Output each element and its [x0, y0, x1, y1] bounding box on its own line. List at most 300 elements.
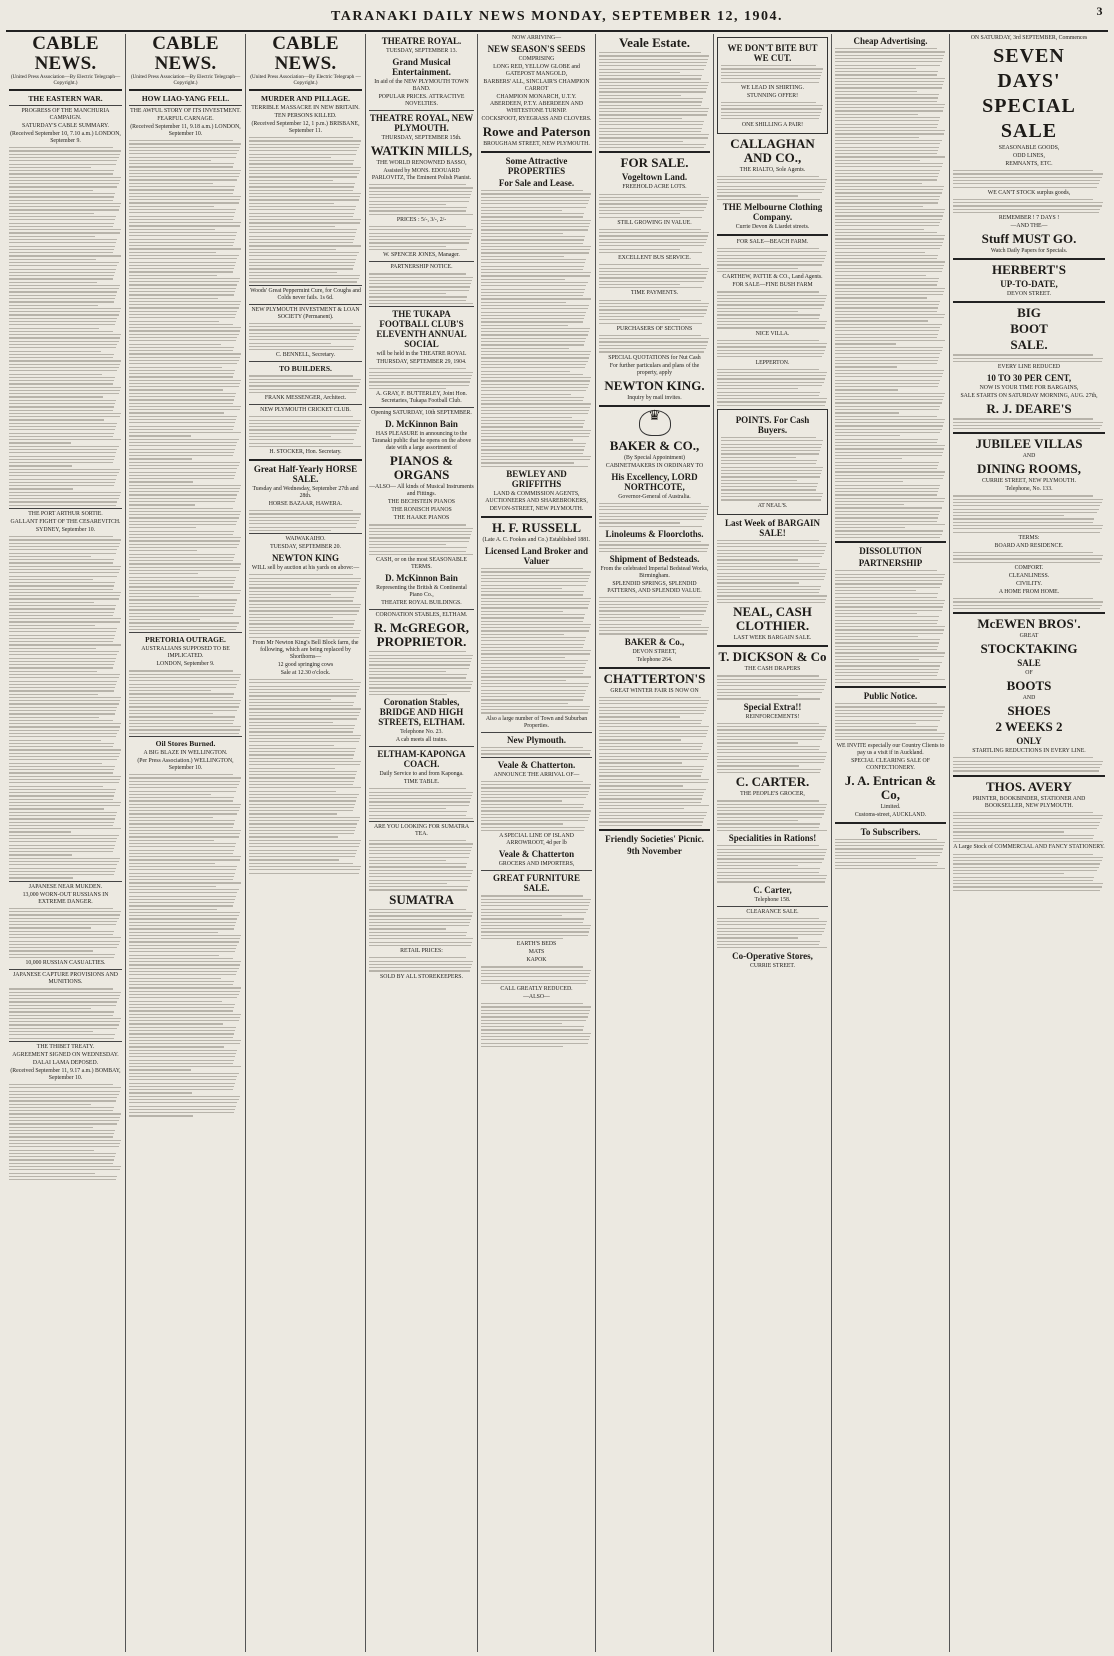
text-line [953, 877, 1094, 878]
timetable [369, 788, 474, 819]
text-line [9, 763, 102, 764]
text-line [481, 604, 589, 605]
text-line [953, 187, 1097, 188]
text-line [129, 337, 237, 338]
text-line [9, 851, 113, 852]
text-line [129, 807, 240, 808]
text-line [129, 1086, 234, 1087]
text-line [129, 1043, 240, 1044]
text-line [599, 772, 702, 773]
text-line [9, 186, 117, 187]
ad-line: DEVON STREET, [632, 648, 677, 655]
text-line [835, 419, 945, 420]
text-line [481, 703, 568, 704]
text-line [481, 1036, 590, 1037]
text-line [369, 651, 466, 652]
text-line [129, 909, 217, 910]
text-line [481, 1003, 583, 1004]
text-line [717, 553, 824, 554]
article-body [249, 137, 362, 283]
text-line [481, 591, 584, 592]
text-line [129, 918, 237, 919]
performer-name: WATKIN MILLS, [370, 143, 473, 158]
text-line [369, 942, 472, 943]
text-line [717, 398, 827, 399]
text-line [599, 128, 702, 129]
text-line [249, 705, 353, 706]
text-line [9, 792, 115, 793]
ad-heading: UP-TO-DATE, [1000, 279, 1058, 290]
text-line [717, 855, 825, 856]
text-line [953, 354, 1093, 355]
text-line [717, 546, 826, 547]
text-line [9, 167, 91, 168]
ad-heading: THEATRE ROYAL, NEW PLYMOUTH. [369, 113, 474, 133]
text-line [481, 781, 583, 782]
text-line [481, 292, 584, 293]
subheading: JAPANESE NEAR MUKDEN. [28, 883, 103, 890]
text-line [721, 72, 822, 73]
text-line [717, 189, 824, 190]
text-line [9, 479, 116, 480]
text-line [249, 692, 357, 693]
text-line [9, 740, 101, 741]
text-line [9, 924, 116, 925]
text-line [249, 232, 356, 233]
text-line [9, 992, 121, 993]
text-line [9, 436, 113, 437]
text-line [129, 383, 240, 384]
ad-line: WE CAN'T STOCK surplus goods, [987, 189, 1071, 196]
text-line [129, 573, 198, 574]
text-line [721, 437, 816, 438]
ad-line: LEPPERTON. [755, 359, 790, 366]
text-line [717, 261, 824, 262]
text-line [9, 1008, 91, 1009]
text-line [249, 682, 361, 683]
text-line [835, 656, 944, 657]
ad-line: THURSDAY, SEPTEMBER 29, 1904. [376, 359, 467, 366]
text-line [835, 383, 939, 384]
text-line [369, 239, 470, 240]
text-line [9, 272, 115, 273]
text-line [129, 147, 240, 148]
text-line [835, 458, 902, 459]
text-line [835, 448, 944, 449]
text-line [129, 700, 241, 701]
cable-news-banner: CABLE NEWS. [272, 34, 339, 74]
text-line [9, 1107, 114, 1108]
text-line [249, 157, 331, 158]
text-line [9, 556, 91, 557]
text-line [835, 147, 939, 148]
text-line [249, 637, 359, 638]
text-line [129, 948, 236, 949]
ad-line: DEVON-STREET, NEW PLYMOUTH. [489, 506, 584, 512]
text-line [481, 699, 583, 700]
text-line [717, 192, 822, 193]
text-line [369, 668, 469, 669]
text-line [9, 720, 113, 721]
text-line [953, 883, 1103, 884]
text-line [717, 868, 820, 869]
subheading: THE THIBET TREATY. [36, 1043, 95, 1050]
text-line [9, 1001, 117, 1002]
text-line [9, 456, 115, 457]
text-line [953, 512, 1097, 513]
text-line [249, 761, 361, 762]
text-line [481, 223, 590, 224]
text-line [249, 245, 361, 246]
ad-line: SEASONABLE GOODS, [998, 145, 1060, 151]
text-line [481, 624, 591, 625]
text-line [481, 575, 590, 576]
ad-body [369, 184, 474, 215]
text-line [835, 235, 945, 236]
text-line [249, 853, 356, 854]
text-line [249, 173, 359, 174]
ad-line: REMEMBER ! 7 DAYS ! [998, 215, 1060, 222]
text-line [717, 268, 798, 269]
text-line [481, 226, 589, 227]
text-line [481, 298, 591, 299]
text-line [481, 374, 583, 375]
text-line [9, 569, 120, 570]
text-line [129, 726, 241, 727]
text-line [9, 1084, 113, 1085]
text-line [9, 1146, 119, 1147]
text-line [249, 520, 359, 521]
text-line [369, 805, 469, 806]
text-line [369, 932, 467, 933]
ad-body [369, 368, 474, 389]
text-line [599, 114, 707, 115]
text-line [717, 378, 825, 379]
text-line [717, 852, 826, 853]
text-line [249, 196, 360, 197]
text-line [369, 204, 446, 205]
text-line [129, 781, 240, 782]
text-line [835, 580, 943, 581]
text-line [9, 756, 119, 757]
text-line [835, 380, 940, 381]
ad-heading: J. A. Entrican & Co, [844, 772, 937, 802]
text-line [9, 305, 98, 306]
ad-heading: C. Carter, [753, 884, 792, 895]
text-line [717, 830, 827, 831]
text-line [599, 697, 701, 698]
text-line [129, 603, 236, 604]
text-line [953, 173, 1103, 174]
ad-line: TIME TABLE. [403, 779, 440, 786]
text-line [481, 706, 590, 707]
text-line [129, 304, 240, 305]
ad-line: CURRIE STREET, NEW PLYMOUTH. [981, 478, 1077, 485]
ad-line: THE RONISCH PIANOS [391, 507, 452, 514]
text-line [9, 147, 113, 148]
text-line [9, 308, 121, 309]
text-line [835, 613, 917, 614]
text-line [129, 800, 233, 801]
ad-body [481, 966, 592, 984]
ad-line: MATS [528, 949, 545, 956]
ad-heading: T. DICKSON & Co [718, 649, 827, 665]
text-line [835, 597, 937, 598]
text-line [249, 830, 355, 831]
text-line [9, 553, 116, 554]
text-line [481, 800, 562, 801]
text-line [481, 976, 589, 977]
text-line [835, 736, 944, 737]
text-line [717, 729, 826, 730]
text-line [249, 392, 356, 393]
text-line [249, 527, 356, 528]
text-line [717, 679, 827, 680]
text-line [835, 865, 937, 866]
text-line [481, 611, 563, 612]
text-line [9, 954, 115, 955]
text-line [9, 658, 116, 659]
text-line [129, 1089, 233, 1090]
text-line [249, 768, 335, 769]
text-line [9, 730, 119, 731]
text-line [9, 753, 120, 754]
text-line [599, 759, 707, 760]
text-line [717, 318, 819, 319]
text-line [835, 143, 940, 144]
text-line [599, 749, 701, 750]
text-line [721, 112, 821, 113]
ad-body [599, 541, 710, 552]
text-line [369, 938, 473, 939]
text-line [717, 343, 827, 344]
text-line [481, 810, 591, 811]
text-line [599, 264, 701, 265]
text-line [369, 857, 469, 858]
text-line [129, 886, 216, 887]
text-line [129, 485, 241, 486]
text-line [481, 607, 588, 608]
text-line [835, 314, 945, 315]
text-line [9, 749, 121, 750]
text-line [129, 961, 241, 962]
text-line [481, 614, 585, 615]
text-line [129, 432, 241, 433]
text-line [835, 340, 945, 341]
text-line [9, 605, 116, 606]
text-line [129, 435, 191, 436]
text-line [129, 629, 236, 630]
text-line [249, 426, 359, 427]
text-line [953, 815, 1103, 816]
text-line [249, 741, 359, 742]
text-line [835, 606, 943, 607]
text-line [721, 82, 819, 83]
text-line [835, 130, 945, 131]
text-line [721, 470, 822, 471]
text-line [717, 944, 819, 945]
text-line [481, 246, 591, 247]
text-line [129, 1115, 193, 1116]
text-line [481, 220, 591, 221]
text-line [9, 818, 115, 819]
text-line [129, 183, 213, 184]
text-line [369, 388, 446, 389]
article-body [129, 670, 242, 734]
subheading: A BIG BLAZE IN WELLINGTON. [143, 750, 228, 756]
text-line [249, 728, 354, 729]
text-line [249, 523, 357, 524]
text-line [481, 387, 588, 388]
text-line [129, 1007, 234, 1008]
text-line [721, 453, 819, 454]
ad-line: SPECIAL QUOTATIONS for Nut Cash [608, 354, 701, 361]
text-line [835, 202, 938, 203]
ad-body [369, 524, 474, 555]
text-line [835, 633, 943, 634]
text-line [9, 324, 115, 325]
text-line [369, 378, 471, 379]
text-line [835, 61, 942, 62]
text-line [835, 435, 900, 436]
text-line [481, 249, 590, 250]
text-line [129, 426, 234, 427]
text-line [129, 412, 224, 413]
text-line [9, 265, 117, 266]
text-line [717, 875, 827, 876]
text-line [249, 702, 354, 703]
text-line [835, 855, 940, 856]
text-line [481, 397, 584, 398]
text-line [717, 762, 824, 763]
text-line [129, 334, 239, 335]
text-line [717, 573, 826, 574]
text-line [9, 944, 119, 945]
text-line [835, 363, 937, 364]
text-line [129, 321, 219, 322]
text-line [369, 873, 472, 874]
text-line [9, 239, 117, 240]
text-line [835, 862, 938, 863]
text-line [481, 338, 586, 339]
ad-body [599, 52, 710, 148]
text-line [481, 229, 588, 230]
text-line [9, 485, 114, 486]
text-line [717, 800, 819, 801]
column-8 [832, 34, 950, 1652]
text-line [9, 585, 114, 586]
subheading: DALAI LAMA DEPOSED. [32, 1059, 99, 1066]
ad-line: COMFORT. [1014, 565, 1044, 572]
ad-line: —ALSO— [523, 994, 550, 1001]
text-line [369, 534, 471, 535]
notice-heading: PARTNERSHIP NOTICE. [390, 264, 453, 271]
text-line [9, 654, 117, 655]
text-line [481, 814, 590, 815]
text-line [835, 186, 944, 187]
text-line [835, 439, 938, 440]
text-line [129, 677, 240, 678]
text-line [835, 389, 898, 390]
text-line [481, 364, 586, 365]
text-line [9, 216, 116, 217]
text-line [835, 574, 945, 575]
text-line [599, 779, 709, 780]
ad-heading: Last Week of BARGAIN SALE! [724, 517, 821, 538]
text-line [9, 347, 116, 348]
text-line [717, 602, 825, 603]
text-line [249, 385, 359, 386]
text-line [129, 501, 235, 502]
text-line [369, 210, 466, 211]
text-line [369, 283, 471, 284]
text-line [9, 641, 113, 642]
ad-heading: ONLY [1016, 736, 1042, 747]
ad-line: THE HAAKE PIANOS [393, 515, 450, 522]
text-line [9, 822, 114, 823]
text-line [953, 761, 1103, 762]
text-line [9, 410, 113, 411]
text-line [481, 807, 583, 808]
text-line [599, 217, 702, 218]
text-line [9, 383, 113, 384]
text-line [717, 195, 798, 196]
text-line [9, 776, 121, 777]
text-line [129, 406, 241, 407]
text-line [369, 866, 466, 867]
text-line [249, 278, 359, 279]
subheading: THE PORT ARTHUR SORTIE. [28, 511, 103, 518]
text-line [599, 610, 706, 611]
text-line [599, 147, 704, 148]
text-line [481, 823, 563, 824]
text-line [481, 912, 586, 913]
text-line [129, 853, 233, 854]
text-line [599, 526, 702, 527]
text-line [599, 624, 701, 625]
text-line [129, 606, 235, 607]
text-line [249, 574, 353, 575]
text-line [249, 581, 360, 582]
text-line [717, 752, 827, 753]
ad-line: BOARD AND RESIDENCE. [994, 542, 1064, 549]
text-line [481, 390, 586, 391]
text-line [249, 738, 360, 739]
text-line [599, 319, 680, 320]
text-line [249, 591, 356, 592]
text-line [835, 360, 938, 361]
text-line [9, 815, 116, 816]
text-line [481, 334, 588, 335]
text-line [249, 804, 355, 805]
text-line [9, 703, 119, 704]
text-line [717, 689, 824, 690]
article-body [129, 774, 242, 1116]
text-line [249, 725, 355, 726]
text-line [249, 712, 360, 713]
text-line [9, 769, 114, 770]
text-line [249, 349, 353, 350]
text-line [835, 376, 942, 377]
text-line [717, 392, 820, 393]
text-line [129, 340, 236, 341]
ad-heading: His Excellency, LORD NORTHCOTE, [611, 471, 698, 492]
text-line [835, 858, 916, 859]
text-line [129, 143, 241, 144]
text-line [129, 255, 239, 256]
text-line [129, 958, 233, 959]
text-line [481, 328, 590, 329]
